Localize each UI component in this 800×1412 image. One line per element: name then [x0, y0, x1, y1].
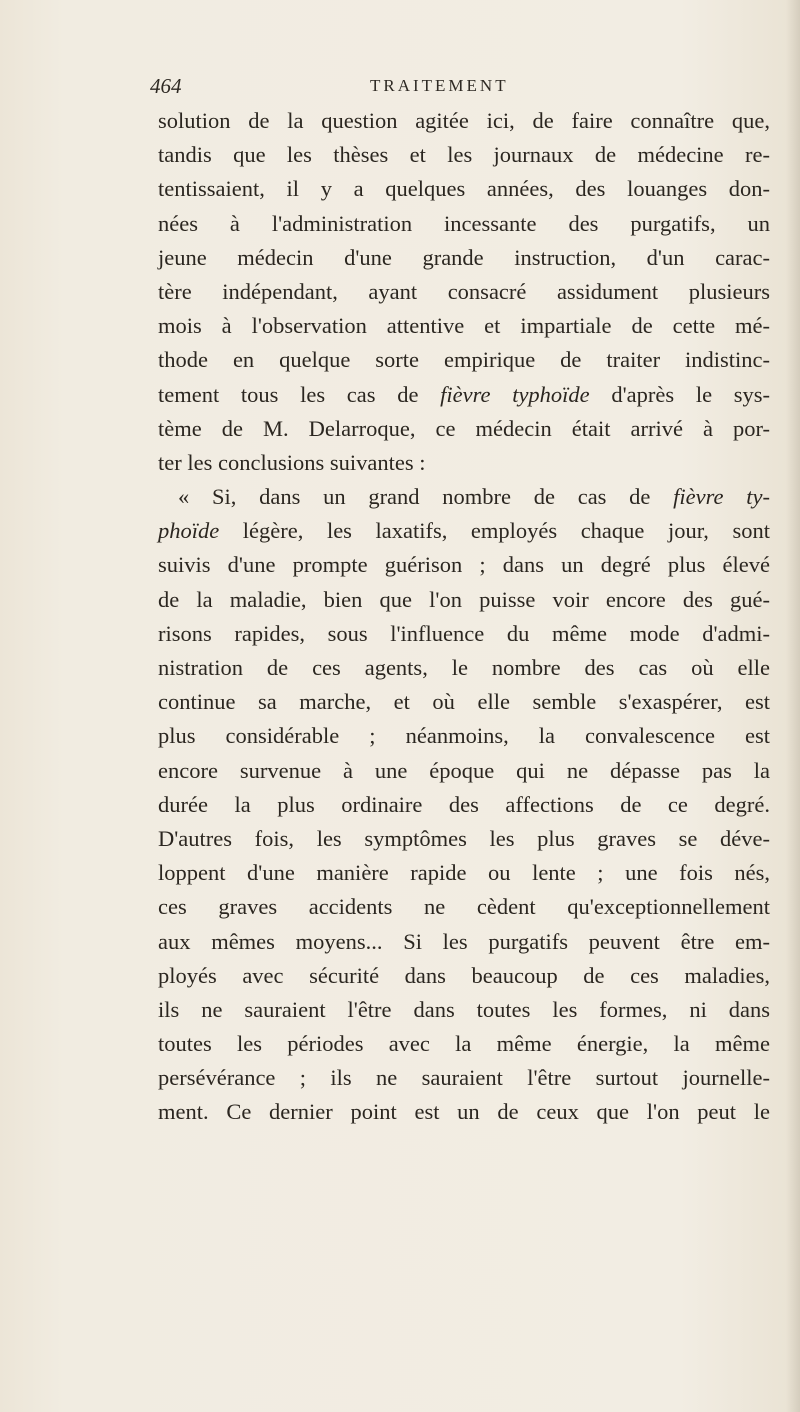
text-line: mois à l'observation attentive et impartiale de cette mé-: [158, 313, 770, 339]
text-line: nistration de ces agents, le nombre des cas où elle: [158, 655, 770, 680]
text-line: de la maladie, bien que l'on puisse voir encore des gué-: [158, 586, 770, 612]
text-line: solution de la question agitée ici, de faire connaître que,: [158, 108, 770, 133]
italic-term: fièvre ty-: [673, 484, 770, 510]
text-line: plus considérable ; néanmoins, la convalescence est: [158, 723, 770, 749]
page-number: 464: [150, 74, 182, 98]
page-edge-shadow: [786, 0, 800, 1412]
text-line: persévérance ; ils ne sauraient l'être surtout journelle-: [158, 1065, 770, 1091]
text-line: ter les conclusions suivantes :: [158, 449, 426, 475]
text-line: ployés avec sécurité dans beaucoup de ces maladies,: [158, 962, 770, 988]
text-line: ment. Ce dernier point est un de ceux que l'on peut le: [158, 1099, 770, 1125]
italic-term: fièvre typhoïde: [440, 381, 590, 407]
text-line: suivis d'une prompte guérison ; dans un degré plus élevé: [158, 552, 770, 578]
text-line: thode en quelque sorte empirique de traiter indistinc-: [158, 347, 770, 373]
body-text: [158, 104, 770, 1130]
page-header: [0, 74, 800, 104]
text-line: tème de M. Delarroque, ce médecin était arrivé à por-: [158, 415, 770, 441]
text-line: « Si, dans un grand nombre de cas de fièvre ty-: [178, 484, 770, 510]
text-line: tement tous les cas de fièvre typhoïde d'après le sys-: [158, 381, 770, 407]
text-line: D'autres fois, les symptômes les plus graves se déve-: [158, 825, 770, 851]
text-line: aux mêmes moyens... Si les purgatifs peuvent être em-: [158, 928, 770, 954]
running-title: TRAITEMENT: [370, 76, 509, 95]
text-line: durée la plus ordinaire des affections de ce degré.: [158, 791, 770, 817]
text-line: loppent d'une manière rapide ou lente ; une fois nés,: [158, 860, 770, 886]
text-line: encore survenue à une époque qui ne dépasse pas la: [158, 757, 770, 783]
text-line: risons rapides, sous l'influence du même mode d'admi-: [158, 620, 770, 646]
text-line: jeune médecin d'une grande instruction, d'un carac-: [158, 244, 770, 270]
text-line: phoïde légère, les laxatifs, employés chaque jour, sont: [158, 518, 770, 544]
text-line: toutes les périodes avec la même énergie, la même: [158, 1031, 770, 1057]
text-line: nées à l'administration incessante des purgatifs, un: [158, 210, 770, 236]
text-line: ces graves accidents ne cèdent qu'exceptionnellement: [158, 894, 770, 920]
text-line: ils ne sauraient l'être dans toutes les formes, ni dans: [158, 996, 770, 1022]
text-line: continue sa marche, et où elle semble s'exaspérer, est: [158, 689, 770, 715]
italic-term: phoïde: [158, 518, 220, 544]
text-line: tentissaient, il y a quelques années, des louanges don-: [158, 176, 770, 202]
text-line: tandis que les thèses et les journaux de médecine re-: [158, 142, 770, 168]
text-line: tère indépendant, ayant consacré assidument plusieurs: [158, 278, 770, 304]
